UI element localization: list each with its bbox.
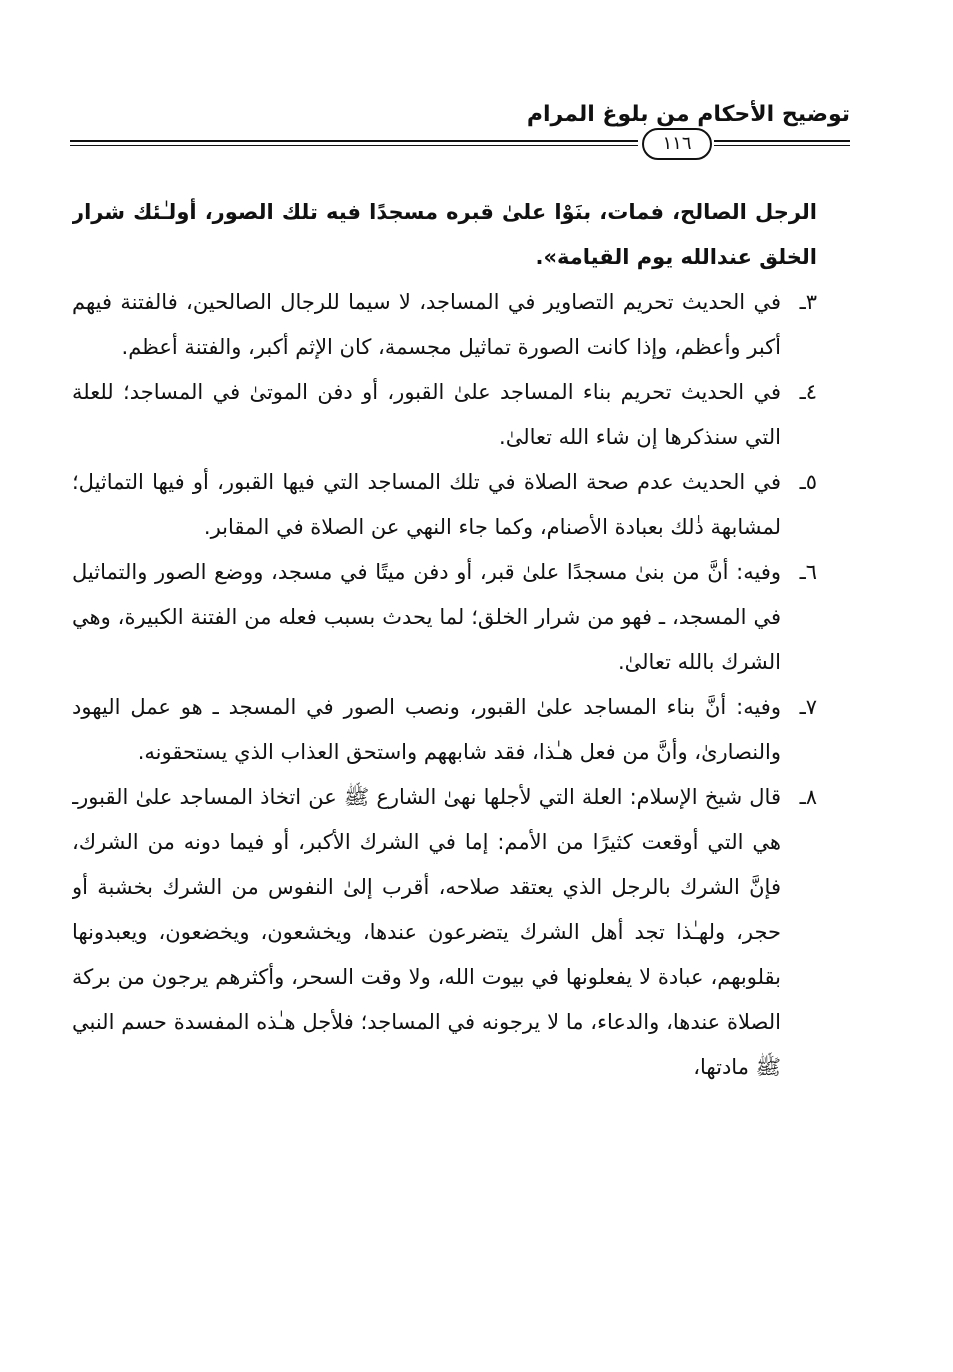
page-body	[72, 190, 817, 1270]
item-number: ٦ـ	[799, 560, 817, 584]
page-header	[70, 96, 850, 166]
item-text: قال شيخ الإسلام: العلة التي لأجلها نهىٰ الشارع ﷺ عن اتخاذ المساجد علىٰ القبورـ هي التي أوقعت كثيرًا من الأمم: إما في الشرك الأكبر، أو فيما دونه من الشرك، فإنَّ الشرك بالرجل الذي يعتقد صلاحه، أقرب إلىٰ النفوس من الشرك بخشبة أو حجر، ولهـٰذا تجد أهل الشرك يتضرعون عندها، ويخشعون، ويخضعون، ويعبدونها بقلوبهم، عبادة لا يفعلونها في بيوت الله، ولا وقت السحر، وأكثرهم يرجون من بركة الصلاة عندها، والدعاء، ما لا يرجونه في المساجد؛ فلأجل هـٰذه المفسدة حسم النبي ﷺ مادتها،	[72, 785, 781, 1079]
item-number: ٣ـ	[799, 290, 817, 314]
list-item	[72, 685, 817, 775]
item-text: وفيه: أنَّ بناء المساجد علىٰ القبور، ونصب الصور في المسجد ـ هو عمل اليهود والنصارىٰ، وأنَّ من فعل هـٰذا، فقد شابههم واستحق العذاب الذي يستحقونه.	[72, 695, 781, 764]
item-text: في الحديث تحريم بناء المساجد علىٰ القبور، أو دفن الموتىٰ في المساجد؛ للعلة التي سنذكرها إن شاء الله تعالىٰ.	[72, 380, 781, 449]
list-item	[72, 775, 817, 1090]
item-number: ٧ـ	[799, 695, 817, 719]
item-number: ٥ـ	[799, 470, 817, 494]
list-item	[72, 370, 817, 460]
item-text: في الحديث عدم صحة الصلاة في تلك المساجد التي فيها القبور، أو فيها التماثيل؛ لمشابهة ذٰلك بعبادة الأصنام، وكما جاء النهي عن الصلاة في المقابر.	[72, 470, 781, 539]
intro-paragraph: الرجل الصالح، فمات، بنَوْا علىٰ قبره مسجدًا فيه تلك الصور، أولـٰئك شرار الخلق عندالله يوم القيامة».	[72, 200, 817, 269]
page-number: ١١٦	[642, 128, 712, 160]
header-rule-left	[70, 140, 638, 146]
item-text: في الحديث تحريم التصاوير في المساجد، لا سيما للرجال الصالحين، فالفتنة فيهم أكبر وأعظم، وإذا كانت الصورة تماثيل مجسمة، كان الإثم أكبر، والفتنة أعظم.	[72, 290, 781, 359]
list-item	[72, 280, 817, 370]
book-title: توضيح الأحكام من بلوغ المرام	[526, 102, 850, 127]
item-text: وفيه: أنَّ من بنىٰ مسجدًا علىٰ قبر، أو دفن ميتًا في مسجد، ووضع الصور والتماثيل في المسجد، ـ فهو من شرار الخلق؛ لما يحدث بسبب فعله من الفتنة الكبيرة، وهي الشرك بالله تعالىٰ.	[72, 560, 781, 674]
list-item	[72, 460, 817, 550]
item-number: ٨ـ	[799, 785, 817, 809]
item-number: ٤ـ	[799, 380, 817, 404]
header-rule-right	[714, 140, 850, 146]
list-item	[72, 550, 817, 685]
